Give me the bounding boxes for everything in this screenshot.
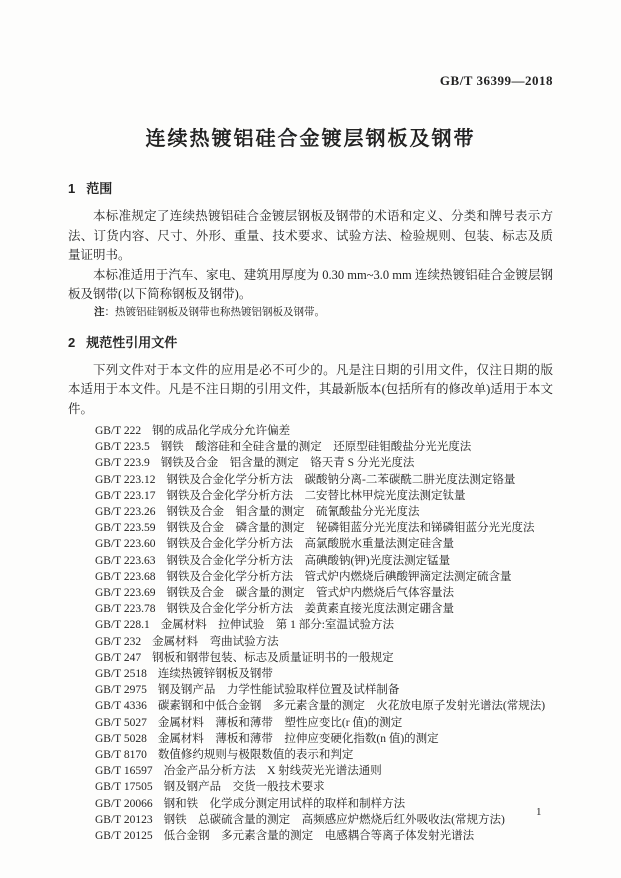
reference-title: 低合金钢 多元素含量的测定 电感耦合等离子体发射光谱法 [163, 830, 475, 843]
reference-title: 钢铁及合金 碳含量的测定 管式炉内燃烧后气体容量法 [166, 587, 454, 600]
reference-code: GB/T 223.78 [95, 603, 156, 616]
reference-title: 钢及钢产品 交货一般技术要求 [163, 781, 325, 794]
reference-item [95, 747, 553, 763]
reference-title: 钢铁及合金 磷含量的测定 铋磷钼蓝分光光度法和锑磷钼蓝分光光度法 [166, 522, 535, 535]
reference-title: 碳素钢和中低合金钢 多元素含量的测定 火花放电原子发射光谱法(常规法) [157, 700, 546, 713]
reference-code: GB/T 247 [95, 651, 142, 664]
reference-title: 金属材料 拉伸试验 第 1 部分:室温试验方法 [160, 619, 394, 632]
reference-item [95, 536, 553, 552]
reference-item [95, 504, 553, 520]
reference-item [95, 828, 553, 844]
reference-item [95, 812, 553, 828]
scope-paragraph-2: 本标准适用于汽车、家电、建筑用厚度为 0.30 mm~3.0 mm 连续热镀铝硅合金镀层钢板及钢带(以下简称钢板及钢带)。 [68, 267, 553, 301]
reference-code: GB/T 223.17 [95, 489, 156, 502]
reference-item [95, 698, 553, 714]
reference-title: 钢铁及合金化学分析方法 姜黄素直接光度法测定硼含量 [166, 603, 454, 616]
reference-title: 钢板和钢带包装、标志及质量证明书的一般规定 [152, 651, 394, 664]
reference-code: GB/T 20123 [95, 813, 153, 826]
reference-code: GB/T 2518 [95, 668, 147, 681]
section-2-number: 2 [68, 334, 76, 350]
section-1-heading [68, 181, 553, 196]
reference-code: GB/T 223.63 [95, 554, 156, 567]
references-intro: 下列文件对于本文件的应用是必不可少的。凡是注日期的引用文件，仅注日期的版本适用于本文件。凡是不注日期的引用文件，其最新版本(包括所有的修改单)适用于本文件。 [68, 362, 553, 416]
reference-title: 钢铁 酸溶硅和全硅含量的测定 还原型硅钼酸盐分光光度法 [160, 441, 472, 454]
reference-item [95, 617, 553, 633]
reference-item [95, 423, 553, 439]
reference-title: 钢铁及合金化学分析方法 碳酸钠分离-二苯碳酰二肼光度法测定铬量 [166, 473, 516, 486]
reference-item [95, 488, 553, 504]
note-label: 注 [94, 305, 105, 318]
reference-list [68, 423, 553, 844]
reference-item [95, 763, 553, 779]
reference-code: GB/T 222 [95, 425, 142, 437]
reference-title: 金属材料 薄板和薄带 塑性应变比(r 值)的测定 [157, 716, 403, 729]
reference-title: 钢铁及合金 钼含量的测定 硫氰酸盐分光光度法 [166, 506, 420, 519]
section-2-title: 规范性引用文件 [86, 334, 178, 350]
reference-item [95, 779, 553, 795]
reference-item [95, 472, 553, 488]
reference-title: 金属材料 弯曲试验方法 [152, 635, 279, 648]
section-1-number: 1 [68, 181, 76, 196]
reference-code: GB/T 232 [95, 635, 142, 648]
reference-title: 冶金产品分析方法 X 射线荧光光谱法通则 [163, 765, 382, 778]
reference-code: GB/T 16597 [95, 765, 153, 778]
reference-code: GB/T 223.60 [95, 538, 156, 551]
reference-item [95, 455, 553, 471]
reference-code: GB/T 8170 [95, 749, 147, 762]
page-number: 1 [536, 806, 542, 818]
reference-item [95, 585, 553, 601]
reference-code: GB/T 223.9 [95, 457, 150, 470]
reference-item [95, 715, 553, 731]
reference-title: 钢铁 总碳硫含量的测定 高频感应炉燃烧后红外吸收法(常规方法) [163, 813, 505, 826]
reference-code: GB/T 223.26 [95, 506, 156, 519]
reference-title: 连续热镀锌钢板及钢带 [157, 668, 273, 681]
reference-title: 钢铁及合金化学分析方法 高氯酸脱水重量法测定硅含量 [166, 538, 454, 551]
document-title: 连续热镀铝硅合金镀层钢板及钢带 [145, 128, 476, 150]
reference-title: 钢铁及合金化学分析方法 高碘酸钠(钾)光度法测定锰量 [166, 554, 451, 567]
reference-title: 数值修约规则与极限数值的表示和判定 [157, 749, 354, 762]
reference-item [95, 601, 553, 617]
reference-title: 金属材料 薄板和薄带 拉伸应变硬化指数(n 值)的测定 [157, 732, 439, 745]
reference-code: GB/T 223.59 [95, 522, 156, 535]
reference-item [95, 731, 553, 747]
reference-title: 钢和铁 化学成分测定用试样的取样和制样方法 [163, 797, 406, 810]
reference-code: GB/T 20125 [95, 830, 153, 843]
reference-title: 钢铁及合金 铝含量的测定 铬天青 S 分光光度法 [160, 457, 415, 470]
reference-code: GB/T 4336 [95, 700, 147, 713]
reference-item [95, 666, 553, 682]
reference-code: GB/T 223.12 [95, 473, 156, 486]
reference-item [95, 796, 553, 812]
reference-item [95, 634, 553, 650]
reference-code: GB/T 223.69 [95, 587, 156, 600]
reference-code: GB/T 223.68 [95, 570, 156, 583]
reference-item [95, 682, 553, 698]
reference-code: GB/T 5027 [95, 716, 147, 729]
reference-item [95, 569, 553, 585]
note [94, 305, 553, 320]
reference-code: GB/T 17505 [95, 781, 153, 794]
reference-item [95, 650, 553, 666]
reference-title: 钢及钢产品 力学性能试验取样位置及试样制备 [157, 684, 400, 697]
section-2-heading [68, 335, 553, 350]
reference-title: 钢铁及合金化学分析方法 管式炉内燃烧后碘酸钾滴定法测定硫含量 [166, 570, 512, 583]
reference-code: GB/T 20066 [95, 797, 153, 810]
reference-item [95, 520, 553, 536]
note-text: ：热镀铝硅钢板及钢带也称热镀铝钢板及钢带。 [104, 306, 325, 318]
reference-code: GB/T 228.1 [95, 619, 150, 632]
reference-title: 钢铁及合金化学分析方法 二安替比林甲烷光度法测定钛量 [166, 489, 466, 502]
standard-code: GB/T 36399—2018 [439, 73, 553, 88]
reference-code: GB/T 5028 [95, 732, 147, 745]
section-1-title: 范围 [86, 181, 113, 196]
reference-item [95, 439, 553, 455]
reference-code: GB/T 2975 [95, 684, 147, 697]
reference-item [95, 553, 553, 569]
scope-paragraph-1: 本标准规定了连续热镀铝硅合金镀层钢板及钢带的术语和定义、分类和牌号表示方法、订货内容、尺寸、外形、重量、技术要求、试验方法、检验规则、包装、标志及质量证明书。 [68, 209, 553, 262]
reference-title: 钢的成品化学成分允许偏差 [152, 425, 291, 437]
reference-code: GB/T 223.5 [95, 441, 150, 454]
